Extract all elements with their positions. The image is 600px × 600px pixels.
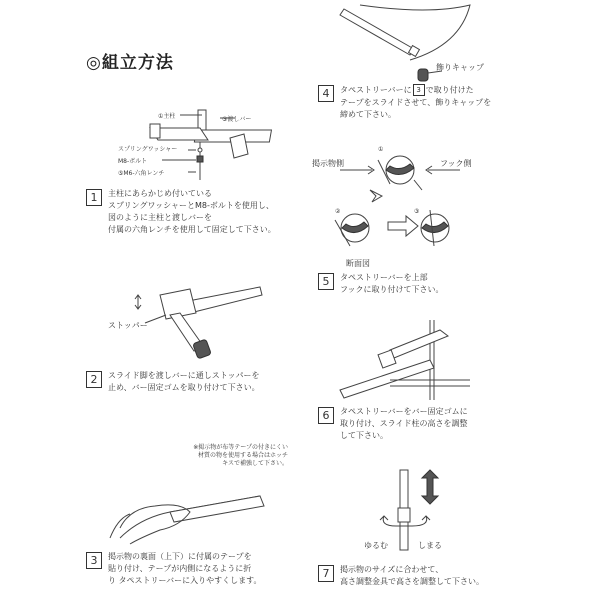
label-spring-washer: スプリングワッシャー: [118, 146, 178, 153]
step-1-line: スプリングワッシャーとM8-ボルトを使用し、: [108, 201, 274, 210]
label-section-view: 断面図: [346, 259, 370, 268]
diagram-hook-sequence: [310, 150, 510, 260]
note-line: キスで補強して下さい。: [222, 460, 288, 467]
step-6: [318, 406, 558, 444]
label-hex-wrench: ⑤M6-六角レンチ: [118, 170, 165, 177]
step-6-line: して下さい。: [340, 431, 388, 440]
label-deco-cap: 飾りキャップ: [436, 63, 484, 72]
step-7: [318, 564, 558, 590]
page-title: ◎組立方法: [86, 53, 174, 73]
tape-note: [148, 444, 288, 468]
step-4-line: 締めて下さい。: [340, 109, 396, 119]
step-1-line: 主柱にあらかじめ付いている: [108, 189, 212, 198]
diagram-slide-leg: [130, 285, 270, 370]
step-5-line: タペストリーバーを上部: [340, 273, 428, 282]
label-circle-2: ②: [335, 208, 341, 215]
step-3-line: 貼り付け、テープが内側になるように折: [108, 564, 252, 573]
diagram-tapestry-bar-cap: [330, 5, 480, 85]
step-2-number: 2: [86, 371, 102, 388]
label-tighten: しまる: [418, 541, 442, 550]
label-stopper: ストッパー: [108, 321, 148, 330]
step-4-line: テープをスライドさせて、飾りキャップを: [340, 97, 492, 107]
step-7-line: 掲示物のサイズに合わせて、: [340, 565, 444, 574]
step-2: [86, 370, 316, 396]
label-circle-1: ①: [378, 146, 384, 153]
step-1-line: 図のように主柱と渡しバーを: [108, 213, 212, 222]
label-bolt: M8-ボルト: [118, 158, 148, 165]
label-hook-side: フック側: [440, 159, 472, 168]
step-4-text: タペストリーバーに: [340, 85, 412, 95]
step-2-line: 止め、バー固定ゴムを取り付けて下さい。: [108, 383, 260, 392]
step-7-number: 7: [318, 565, 334, 582]
step-3-line: り タペストリーバーに入りやすくします。: [108, 576, 262, 585]
step-1: [86, 188, 316, 238]
label-main-pillar: ①主柱: [158, 113, 176, 120]
step-1-number: 1: [86, 189, 102, 206]
step-1-line: 付属の六角レンチを使用して固定して下さい。: [108, 225, 276, 234]
label-loosen: ゆるむ: [364, 541, 388, 550]
step-ref-box: 3: [413, 84, 425, 96]
step-5-line: フックに取り付けて下さい。: [340, 285, 444, 294]
step-3-number: 3: [86, 552, 102, 569]
note-line: ※掲示物が布等テープの付きにくい: [193, 444, 288, 451]
step-6-line: タペストリーバーをバー固定ゴムに: [340, 407, 468, 416]
diagram-bar-rubber: [330, 320, 490, 405]
step-2-line: スライド脚を渡しバーに通しストッパーを: [108, 371, 260, 380]
diagram-tape-fold: [100, 478, 270, 548]
step-4-first-line: [340, 84, 491, 97]
step-5-number: 5: [318, 273, 334, 290]
step-3-line: 掲示物の裏面（上下）に付属のテープを: [108, 552, 252, 561]
step-6-line: 取り付け、スライド柱の高さを調整: [340, 419, 468, 428]
step-4-number: 4: [318, 85, 334, 102]
step-5: [318, 272, 558, 298]
label-circle-3: ③: [414, 208, 420, 215]
label-display-side: 掲示物側: [312, 159, 344, 168]
step-3: [86, 551, 316, 589]
step-4: [318, 84, 558, 122]
step-6-number: 6: [318, 407, 334, 424]
step-4-text: で取り付けた: [425, 85, 474, 95]
step-7-line: 高さ調整金具で高さを調整して下さい。: [340, 577, 484, 586]
label-cross-bar: ③渡しバー: [222, 116, 252, 123]
note-line: 材質の物を使用する場合はホッチ: [197, 452, 288, 459]
